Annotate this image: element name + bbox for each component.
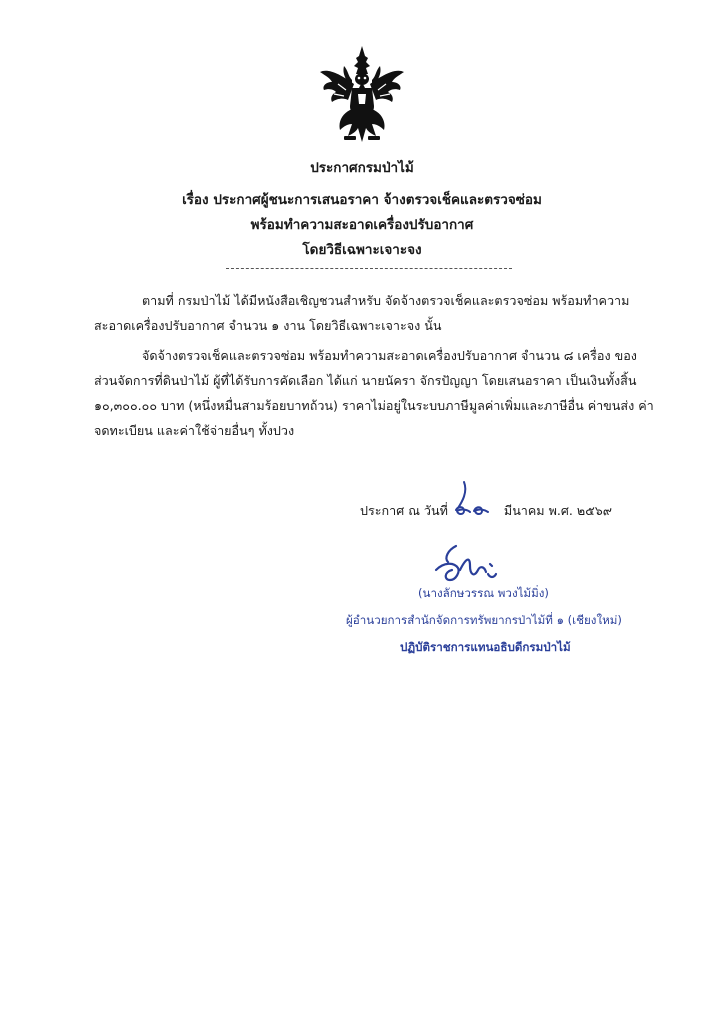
garuda-emblem-icon: [318, 44, 406, 148]
signature-icon: [426, 540, 516, 590]
announcement-prefix: ประกาศ ณ วันที่: [360, 503, 448, 518]
signatory-name: (นางลักษวรรณ พวงไม้มิ่ง): [418, 586, 549, 600]
agency-title: ประกาศกรมป่าไม้: [310, 160, 414, 176]
signatory-acting: ปฏิบัติราชการแทนอธิบดีกรมป่าไม้: [400, 640, 571, 654]
header-divider: [226, 268, 512, 269]
signatory-position: ผู้อำนวยการสำนักจัดการทรัพยากรป่าไม้ที่ ๑ (เชียงใหม่): [346, 613, 622, 627]
subject-line-2: พร้อมทำความสะอาดเครื่องปรับอากาศ: [250, 217, 474, 233]
body-paragraph-1: ตามที่ กรมป่าไม้ ได้มีหนังสือเชิญชวนสำหรับ จัดจ้างตรวจเช็คและตรวจซ่อม พร้อมทำความสะอาดเครื่องปรับอากาศ จำนวน ๑ งาน โดยวิธีเฉพาะเจาะจง นั้น: [94, 293, 630, 333]
body-paragraph-2: จัดจ้างตรวจเช็คและตรวจซ่อม พร้อมทำความสะอาดเครื่องปรับอากาศ จำนวน ๘ เครื่อง ของส่วนจัดการที่ดินป่าไม้ ผู้ที่ได้รับการคัดเลือก ได้แก่ นายนัครา จักรปัญญา โดยเสนอราคา เป็นเงินทั้งสิ้น ๑๐,๓๐๐.๐๐ บาท (หนึ่งหมื่นสามร้อยบาทถ้วน) ราคาไม่อยู่ในระบบภาษีมูลค่าเพิ่มและภาษีอื่น ค่าขนส่ง ค่าจดทะเบียน และค่าใช้จ่ายอื่นๆ ทั้งปวง: [94, 348, 654, 438]
handwritten-day: [452, 478, 494, 518]
announcement-month-year: มีนาคม พ.ศ. ๒๕๖๙: [503, 503, 612, 518]
subject-line-1: เรื่อง ประกาศผู้ชนะการเสนอราคา จ้างตรวจเช็คและตรวจซ่อม: [182, 192, 542, 208]
procurement-method: โดยวิธีเฉพาะเจาะจง: [302, 242, 422, 258]
